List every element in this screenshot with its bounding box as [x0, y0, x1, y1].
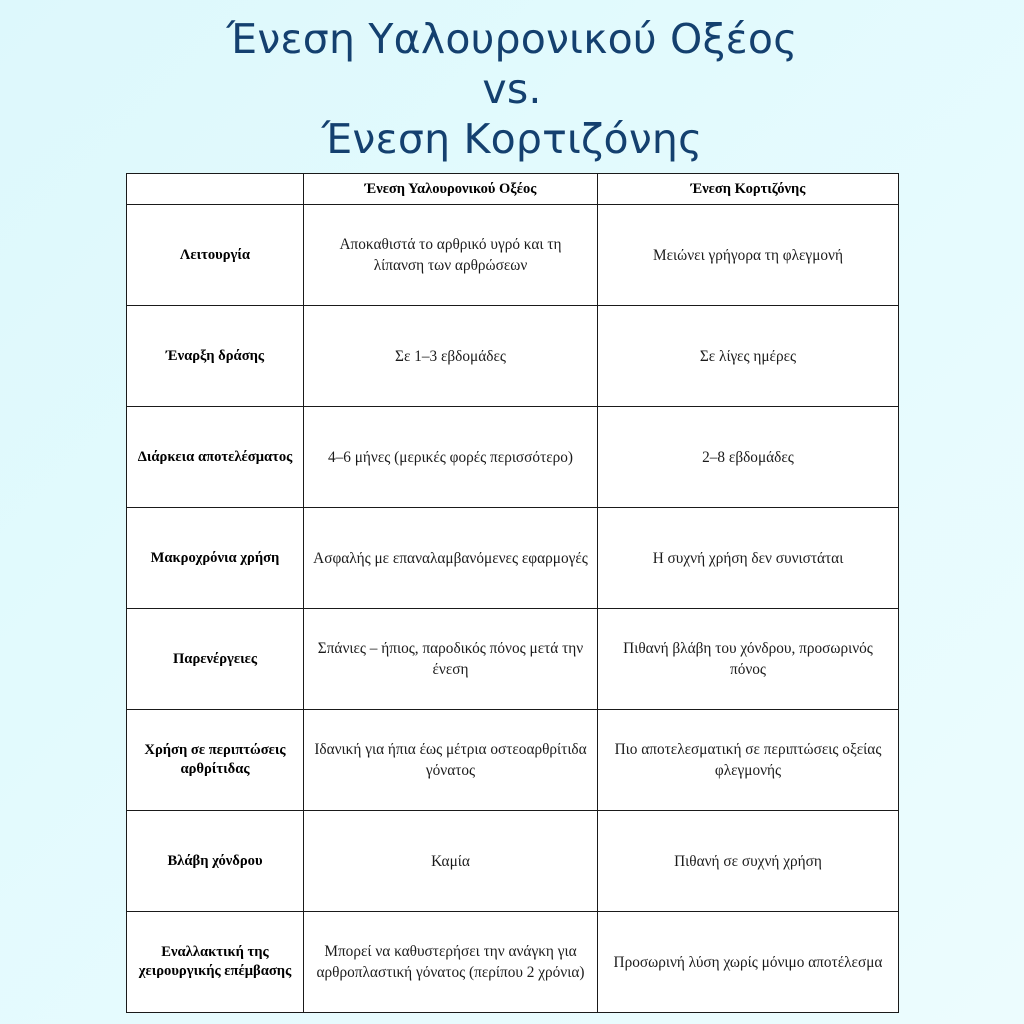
row-label-duration: Διάρκεια αποτελέσματος	[127, 407, 304, 508]
table-body	[127, 205, 899, 1013]
page-title-line-1: Ένεση Υαλουρονικού Οξέος	[226, 15, 798, 63]
cell-hyaluronic-longterm-use: Ασφαλής με επαναλαμβανόμενες εφαρμογές	[304, 508, 598, 609]
cell-hyaluronic-side-effects: Σπάνιες – ήπιος, παροδικός πόνος μετά την ένεση	[304, 609, 598, 710]
column-header-hyaluronic: Ένεση Υαλουρονικού Οξέος	[304, 174, 598, 205]
row-label-side-effects: Παρενέργειες	[127, 609, 304, 710]
table-row	[127, 508, 899, 609]
cell-cortisone-duration: 2–8 εβδομάδες	[598, 407, 899, 508]
cell-hyaluronic-duration: 4–6 μήνες (μερικές φορές περισσότερο)	[304, 407, 598, 508]
row-label-longterm-use: Μακροχρόνια χρήση	[127, 508, 304, 609]
page-title-line-2: vs.	[482, 65, 542, 113]
table-corner-cell	[127, 174, 304, 205]
table-row	[127, 710, 899, 811]
table-header-row	[127, 174, 899, 205]
row-label-cartilage-damage: Βλάβη χόνδρου	[127, 811, 304, 912]
cell-hyaluronic-surgery-alternative: Μπορεί να καθυστερήσει την ανάγκη για αρθροπλαστική γόνατος (περίπου 2 χρόνια)	[304, 912, 598, 1013]
row-label-surgery-alternative: Εναλλακτική της χειρουργικής επέμβασης	[127, 912, 304, 1013]
page-title	[0, 14, 1024, 164]
row-label-onset: Έναρξη δράσης	[127, 306, 304, 407]
cell-hyaluronic-onset: Σε 1–3 εβδομάδες	[304, 306, 598, 407]
cell-cortisone-cartilage-damage: Πιθανή σε συχνή χρήση	[598, 811, 899, 912]
cell-cortisone-side-effects: Πιθανή βλάβη του χόνδρου, προσωρινός πόνος	[598, 609, 899, 710]
cell-hyaluronic-function: Αποκαθιστά το αρθρικό υγρό και τη λίπανση των αρθρώσεων	[304, 205, 598, 306]
cell-cortisone-function: Μειώνει γρήγορα τη φλεγμονή	[598, 205, 899, 306]
cell-hyaluronic-arthritis-use: Ιδανική για ήπια έως μέτρια οστεοαρθρίτιδα γόνατος	[304, 710, 598, 811]
page-title-line-3: Ένεση Κορτιζόνης	[321, 115, 703, 163]
table-row	[127, 205, 899, 306]
cell-cortisone-onset: Σε λίγες ημέρες	[598, 306, 899, 407]
cell-hyaluronic-cartilage-damage: Καμία	[304, 811, 598, 912]
table-row	[127, 306, 899, 407]
row-label-function: Λειτουργία	[127, 205, 304, 306]
row-label-arthritis-use: Χρήση σε περιπτώσεις αρθρίτιδας	[127, 710, 304, 811]
table-row	[127, 912, 899, 1013]
cell-cortisone-arthritis-use: Πιο αποτελεσματική σε περιπτώσεις οξείας φλεγμονής	[598, 710, 899, 811]
table-row	[127, 811, 899, 912]
comparison-table	[126, 173, 899, 1013]
table-row	[127, 609, 899, 710]
cell-cortisone-surgery-alternative: Προσωρινή λύση χωρίς μόνιμο αποτέλεσμα	[598, 912, 899, 1013]
table-row	[127, 407, 899, 508]
column-header-cortisone: Ένεση Κορτιζόνης	[598, 174, 899, 205]
table-header	[127, 174, 899, 205]
cell-cortisone-longterm-use: Η συχνή χρήση δεν συνιστάται	[598, 508, 899, 609]
